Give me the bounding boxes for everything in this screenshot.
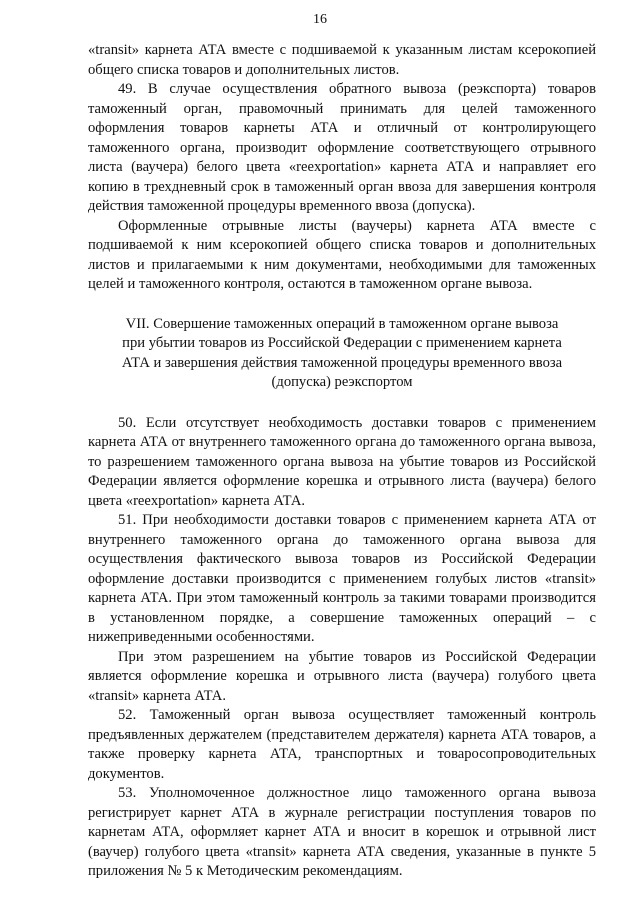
paragraph-52: 52. Таможенный орган вывоза осуществляет таможенный контроль предъявленных держателем (представителем держателя) карнета АТА товаров, а также проверку карнета АТА, транспортных и товаросопроводительных документов. xyxy=(88,707,596,782)
paragraph-51: 51. При необходимости доставки товаров с применением карнета АТА от внутреннего таможенного органа до таможенного органа вывоза для осуществления фактического вывоза товаров из Российской Федерации оформление доставки производится с применением голубых листов «transit» карнета АТА. При этом таможенный контроль за такими товарами производится в установленном порядке, а совершение таможенных операций – с нижеприведенными особенностями. xyxy=(88,512,596,645)
paragraph-50: 50. Если отсутствует необходимость доставки товаров с применением карнета АТА от внутреннего таможенного органа до таможенного органа вывоза, то разрешением таможенного органа вывоза на убытие товаров из Российской Федерации является оформление корешка и отрывного листа (ваучера) белого цвета «reexportation» карнета АТА. xyxy=(88,414,596,509)
section-heading: VII. Совершение таможенных операций в таможенном органе вывоза при убытии товаров из Российской Федерации с применением карнета АТА и завершения действия таможенной процедуры временного ввоза (допуска) реэкспортом xyxy=(121,315,563,390)
page-number: 16 xyxy=(313,12,327,27)
paragraph-53: 53. Уполномоченное должностное лицо таможенного органа вывоза регистрирует карнет АТА в журнале регистрации поступления товаров по карнетам АТА, оформляет карнет АТА и вносит в корешок и отрывной лист (ваучер) голубого цвета «transit» карнета АТА сведения, указанные в пункте 5 приложения № 5 к Методическим рекомендациям. xyxy=(88,785,596,879)
document-body xyxy=(88,41,596,882)
paragraph-vouchers: Оформленные отрывные листы (ваучеры) карнета АТА вместе с подшиваемой к ним ксерокопией общего списка товаров и дополнительных листов и прилагаемыми к ним документами, необходимыми для таможенных целей и таможенного контроля, остаются в таможенном органе вывоза. xyxy=(88,217,596,292)
paragraph-transit-continuation: «transit» карнета АТА вместе с подшиваемой к указанным листам ксерокопией общего списка товаров и дополнительных листов. xyxy=(88,42,596,78)
paragraph-exit-permission: При этом разрешением на убытие товаров из Российской Федерации является оформление корешка и отрывного листа (ваучера) голубого цвета «transit» карнета АТА. xyxy=(88,648,596,704)
paragraph-49: 49. В случае осуществления обратного вывоза (реэкспорта) товаров таможенный орган, правомочный принимать для целей таможенного оформления товаров карнеты АТА и отличный от контролирующего таможенного органа, производит оформление соответствующего отрывного листа (ваучера) белого цвета «reexportation» карнета АТА и направляет его копию в трехдневный срок в таможенный орган ввоза для завершения контроля действия таможенной процедуры временного ввоза (допуска). xyxy=(88,81,596,214)
